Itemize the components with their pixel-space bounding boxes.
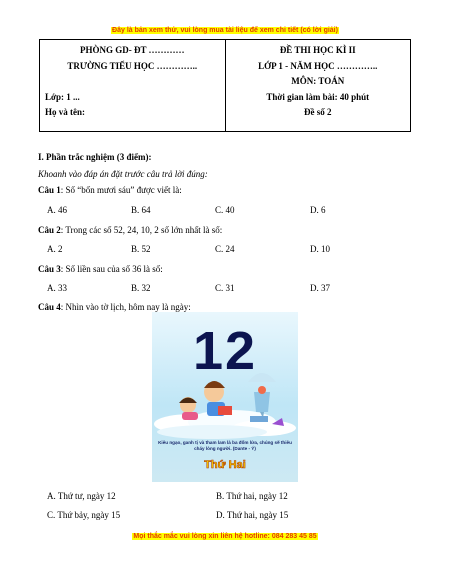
question-label: Câu 4 bbox=[38, 302, 61, 312]
student-name-line: Họ và tên: bbox=[45, 107, 85, 117]
q2-option-d: D. 10 bbox=[310, 244, 330, 254]
school-line: TRƯỜNG TIỂU HỌC ………….. bbox=[67, 60, 198, 71]
q2-option-a: A. 2 bbox=[47, 244, 63, 254]
q1-option-b: B. 64 bbox=[131, 205, 151, 215]
header-left-cell bbox=[40, 40, 226, 132]
time-limit-line: Thời gian làm bài: 40 phút bbox=[266, 91, 370, 102]
q1-option-a: A. 46 bbox=[47, 205, 67, 215]
preview-banner: Đây là bản xem thử, vui lòng mua tài liệu để xem chi tiết (có lời giải) bbox=[112, 27, 338, 34]
instruction-text: Khoanh vào đáp án đặt trước câu trả lời đúng: bbox=[38, 169, 208, 179]
q3-option-a: A. 33 bbox=[47, 283, 67, 293]
exam-title: ĐỀ THI HỌC KÌ II bbox=[279, 45, 356, 55]
question-text: : Số “bốn mươi sáu” được viết là: bbox=[60, 185, 182, 195]
q1-option-d: D. 6 bbox=[310, 205, 326, 215]
q4-option-c: C. Thứ bảy, ngày 15 bbox=[47, 510, 121, 520]
question-label: Câu 2 bbox=[38, 225, 61, 235]
question-1 bbox=[38, 185, 182, 195]
calendar-illustration bbox=[152, 312, 298, 482]
subject-line: MÔN: TOÁN bbox=[291, 76, 345, 86]
grade-year-line: LỚP 1 - NĂM HỌC ………….. bbox=[258, 60, 378, 71]
q2-option-c: C. 24 bbox=[215, 244, 235, 254]
calendar-weekday: Thứ Hai bbox=[204, 459, 246, 471]
q3-option-b: B. 32 bbox=[131, 283, 151, 293]
question-label: Câu 1 bbox=[38, 185, 61, 195]
exam-number-line: Đề số 2 bbox=[304, 107, 332, 117]
question-3 bbox=[38, 264, 163, 274]
q4-option-b: B. Thứ hai, ngày 12 bbox=[216, 491, 288, 501]
q3-option-c: C. 31 bbox=[215, 283, 235, 293]
q2-option-b: B. 52 bbox=[131, 244, 151, 254]
question-4 bbox=[38, 302, 191, 312]
section-title: I. Phần trắc nghiệm (3 điểm): bbox=[38, 152, 152, 162]
question-text: : Nhìn vào tờ lịch, hôm nay là ngày: bbox=[60, 302, 191, 312]
calendar-quote: Kiêu ngạo, ganh tị và tham lam là ba đốm lửa, chúng sẽ thiêu cháy lòng người. (Dante - Ý) bbox=[158, 440, 292, 451]
question-text: : Số liền sau của số 36 là số: bbox=[60, 264, 163, 274]
question-2 bbox=[38, 225, 222, 235]
exam-header-table bbox=[39, 39, 411, 132]
q3-option-d: D. 37 bbox=[310, 283, 330, 293]
question-label: Câu 3 bbox=[38, 264, 61, 274]
department-line: PHÒNG GD- ĐT ………… bbox=[79, 45, 185, 55]
hotline-banner: Mọi thắc mắc vui lòng xin liên hệ hotline: 084 283 45 85 bbox=[133, 533, 317, 540]
calendar-day-number: 12 bbox=[192, 321, 258, 381]
q4-option-d: D. Thứ hai, ngày 15 bbox=[216, 510, 289, 520]
calendar-picture bbox=[152, 312, 298, 482]
question-text: : Trong các số 52, 24, 10, 2 số lớn nhất là số: bbox=[60, 225, 223, 235]
class-line: Lớp: 1 ... bbox=[45, 91, 80, 102]
header-right-cell bbox=[225, 40, 411, 132]
q4-option-a: A. Thứ tư, ngày 12 bbox=[47, 491, 116, 501]
header-left-spacer bbox=[45, 74, 220, 90]
q1-option-c: C. 40 bbox=[215, 205, 235, 215]
